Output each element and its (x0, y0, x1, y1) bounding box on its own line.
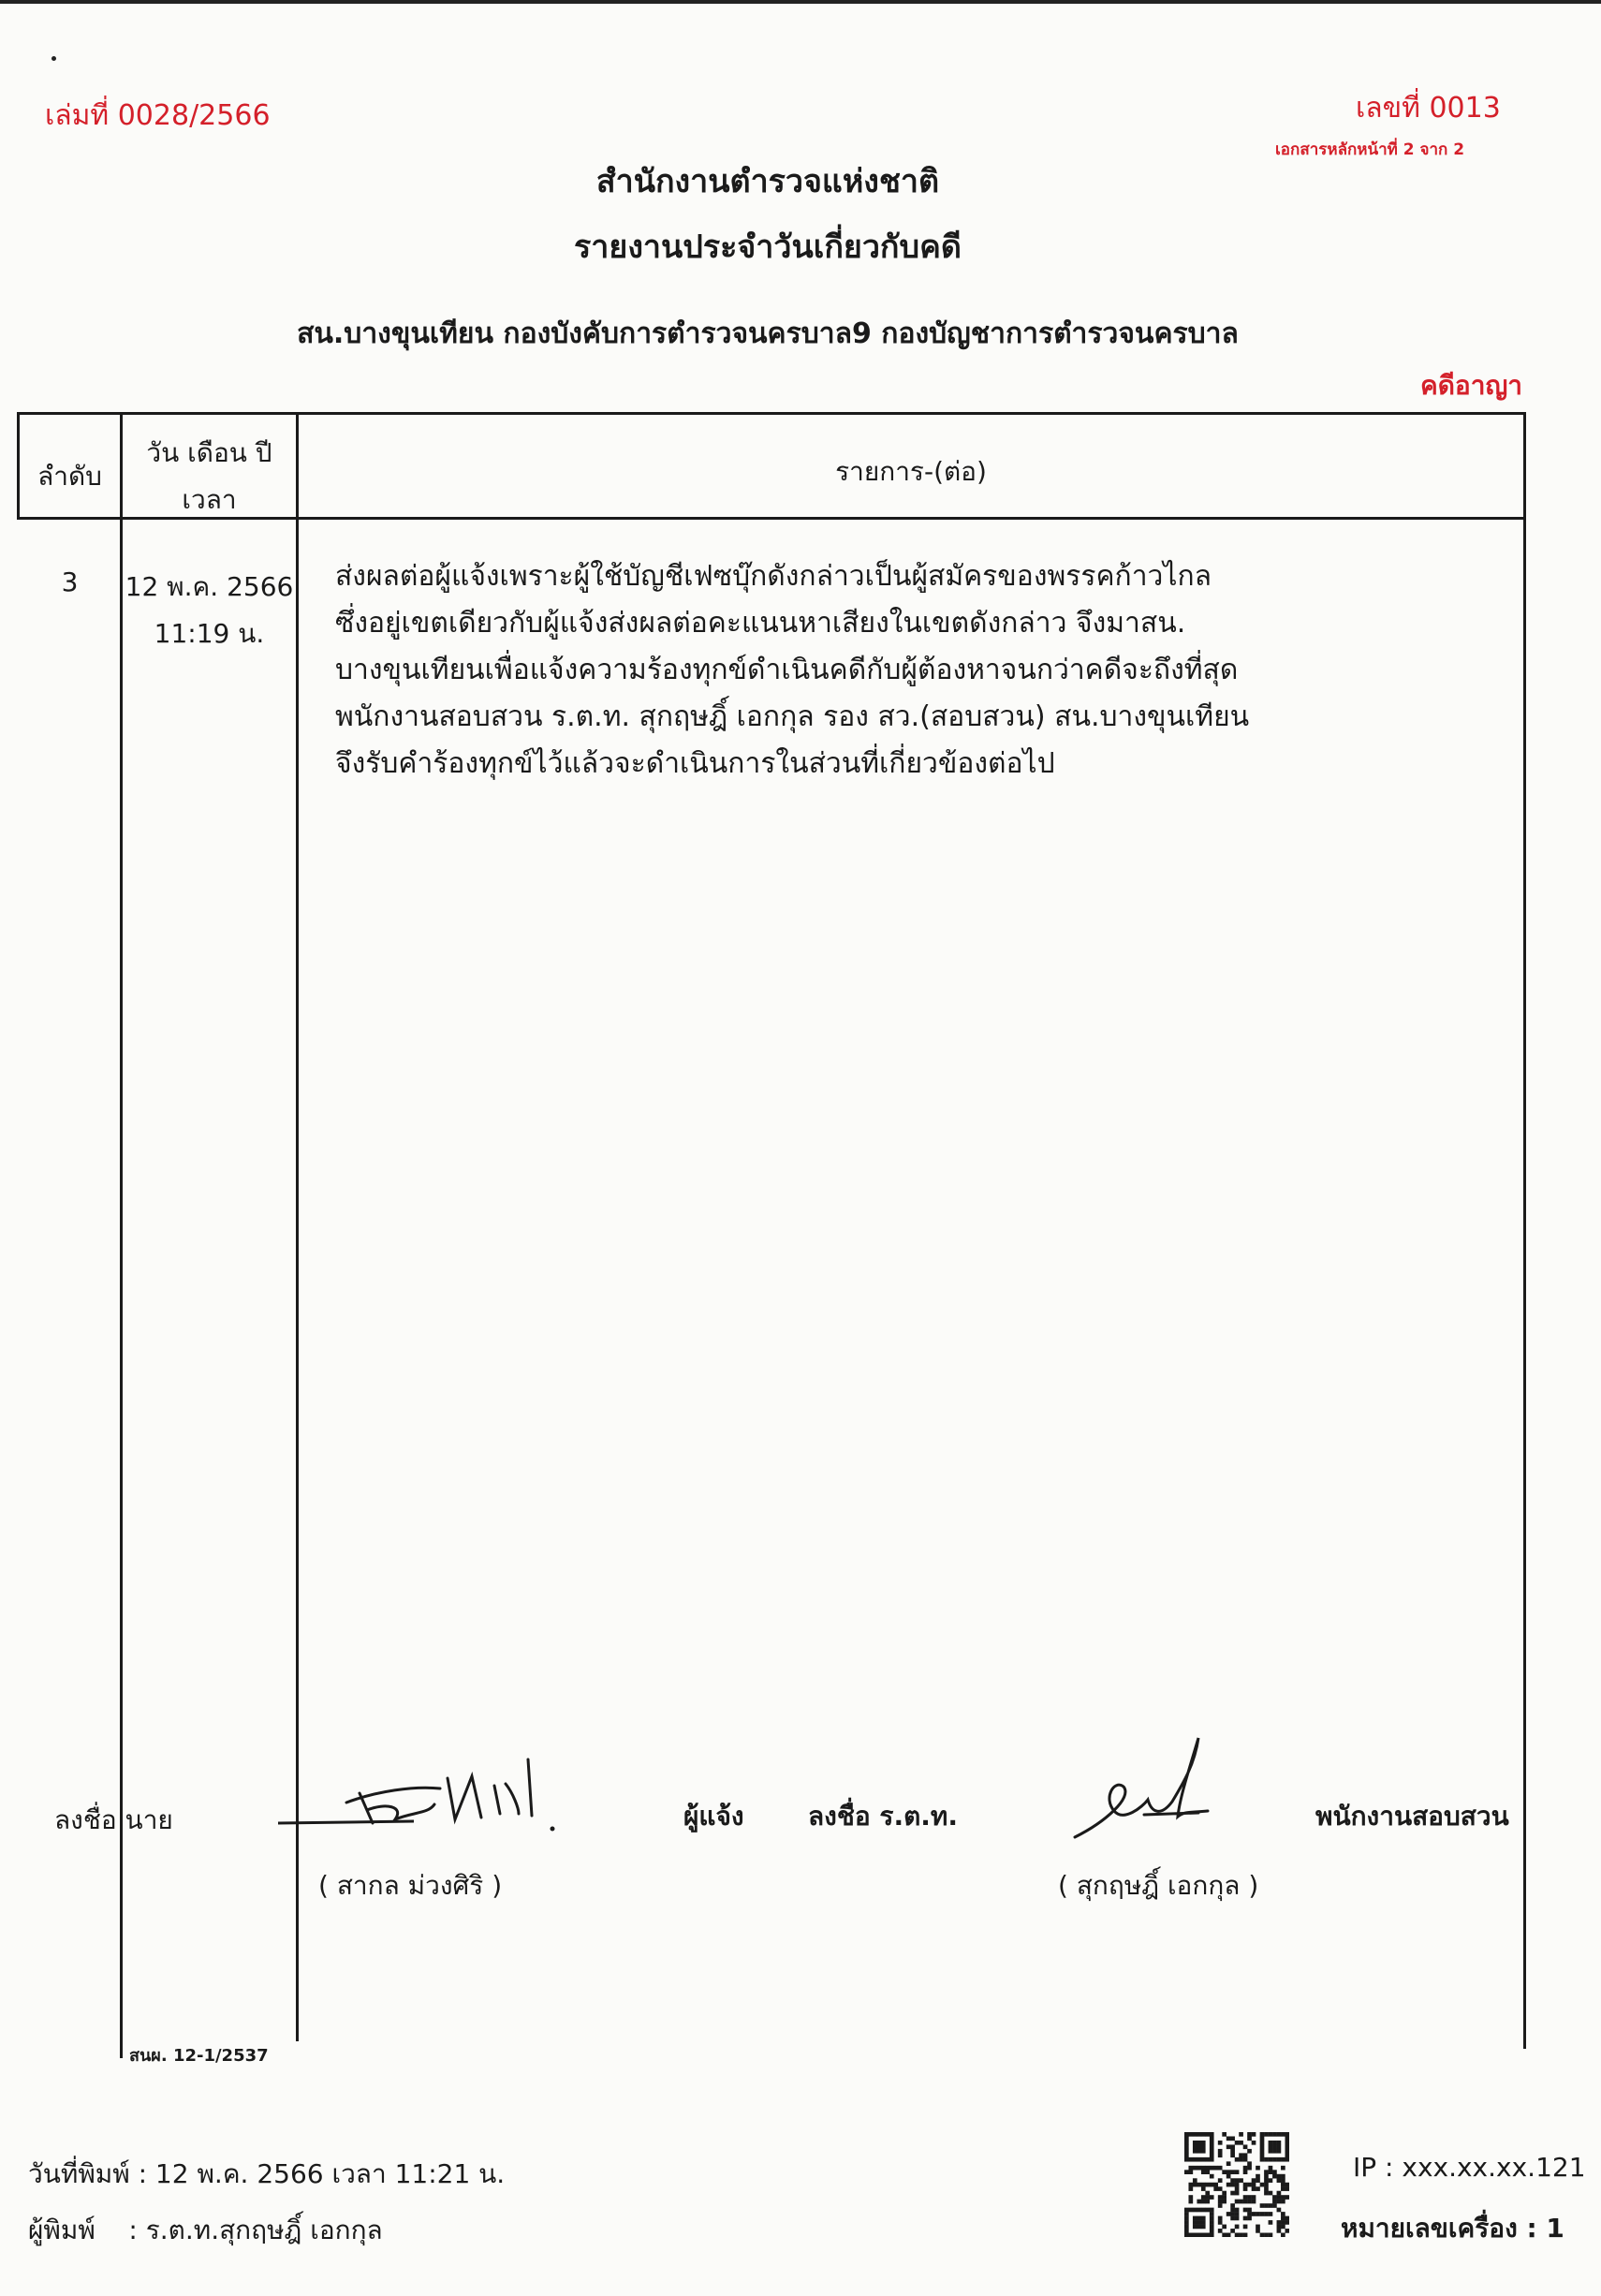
agency-title: สำนักงานตำรวจแห่งชาติ (595, 163, 940, 200)
document-number: เลขที่ 0013 (1356, 92, 1501, 125)
reporter-role: ผู้แจ้ง (683, 1801, 744, 1832)
print-date: วันที่พิมพ์ : 12 พ.ค. 2566 เวลา 11:21 น. (28, 2158, 506, 2189)
row-detail (335, 553, 1249, 787)
case-type: คดีอาญา (1420, 370, 1523, 401)
header-cell-number: ลำดับ (37, 461, 102, 492)
row-date: 12 พ.ค. 2566 (125, 571, 294, 602)
detail-line: พนักงานสอบสวน ร.ต.ท. สุกฤษฎิ์ เอกกุล รอง สว.(สอบสวน) สน.บางขุนเทียน (335, 700, 1250, 733)
detail-line: ส่งผลต่อผู้แจ้งเพราะผู้ใช้บัญชีเฟซบุ๊กดังกล่าวเป็นผู้สมัครของพรรคก้าวไกล (335, 560, 1212, 593)
officer-role: พนักงานสอบสวน (1315, 1801, 1509, 1832)
ip-address: IP : xxx.xx.xx.121 (1353, 2152, 1586, 2183)
speck-mark (51, 56, 56, 61)
station-line: สน.บางขุนเทียน กองบังคับการตำรวจนครบาล9 กองบัญชาการตำรวจนครบาล (297, 317, 1239, 350)
header-cell-date: วัน เดือน ปี (146, 437, 272, 468)
book-number: เล่มที่ 0028/2566 (45, 99, 271, 132)
printer-name: ผู้พิมพ์ : ร.ต.ท.สุกฤษฎิ์ เอกกุล (28, 2215, 383, 2245)
detail-line: บางขุนเทียนเพื่อแจ้งความร้องทุกข์ดำเนินคดีกับผู้ต้องหาจนกว่าคดีจะถึงที่สุด (335, 654, 1239, 686)
sign-label-reporter: ลงชื่อ นาย (54, 1804, 173, 1835)
sign-label-officer: ลงชื่อ ร.ต.ท. (808, 1801, 958, 1832)
reporter-signature (273, 1737, 564, 1840)
detail-line: จึงรับคำร้องทุกข์ไว้แล้วจะดำเนินการในส่วนที่เกี่ยวข้องต่อไป (335, 747, 1055, 780)
reporter-name: ( สากล ม่วงศิริ ) (318, 1870, 503, 1901)
qr-code-icon (1184, 2132, 1289, 2237)
table-right-border (1523, 412, 1526, 2049)
machine-number: หมายเลขเครื่อง : 1 (1341, 2213, 1564, 2244)
form-code: สนผ. 12-1/2537 (129, 2046, 269, 2066)
report-title: รายงานประจำวันเกี่ยวกับคดี (574, 228, 962, 266)
row-time: 11:19 น. (154, 618, 265, 649)
page-reference: เอกสารหลักหน้าที่ 2 จาก 2 (1275, 140, 1465, 159)
top-edge-line (0, 0, 1601, 4)
officer-signature (1067, 1732, 1217, 1845)
row-number: 3 (61, 567, 79, 597)
table-top-border (17, 412, 1526, 415)
officer-name: ( สุกฤษฎิ์ เอกกุล ) (1058, 1870, 1259, 1901)
detail-line: ซึ่งอยู่เขตเดียวกับผู้แจ้งส่งผลต่อคะแนนหาเสียงในเขตดังกล่าว จึงมาสน. (335, 607, 1186, 640)
header-cell-time: เวลา (182, 484, 237, 515)
header-cell-detail: รายการ-(ต่อ) (835, 456, 987, 487)
